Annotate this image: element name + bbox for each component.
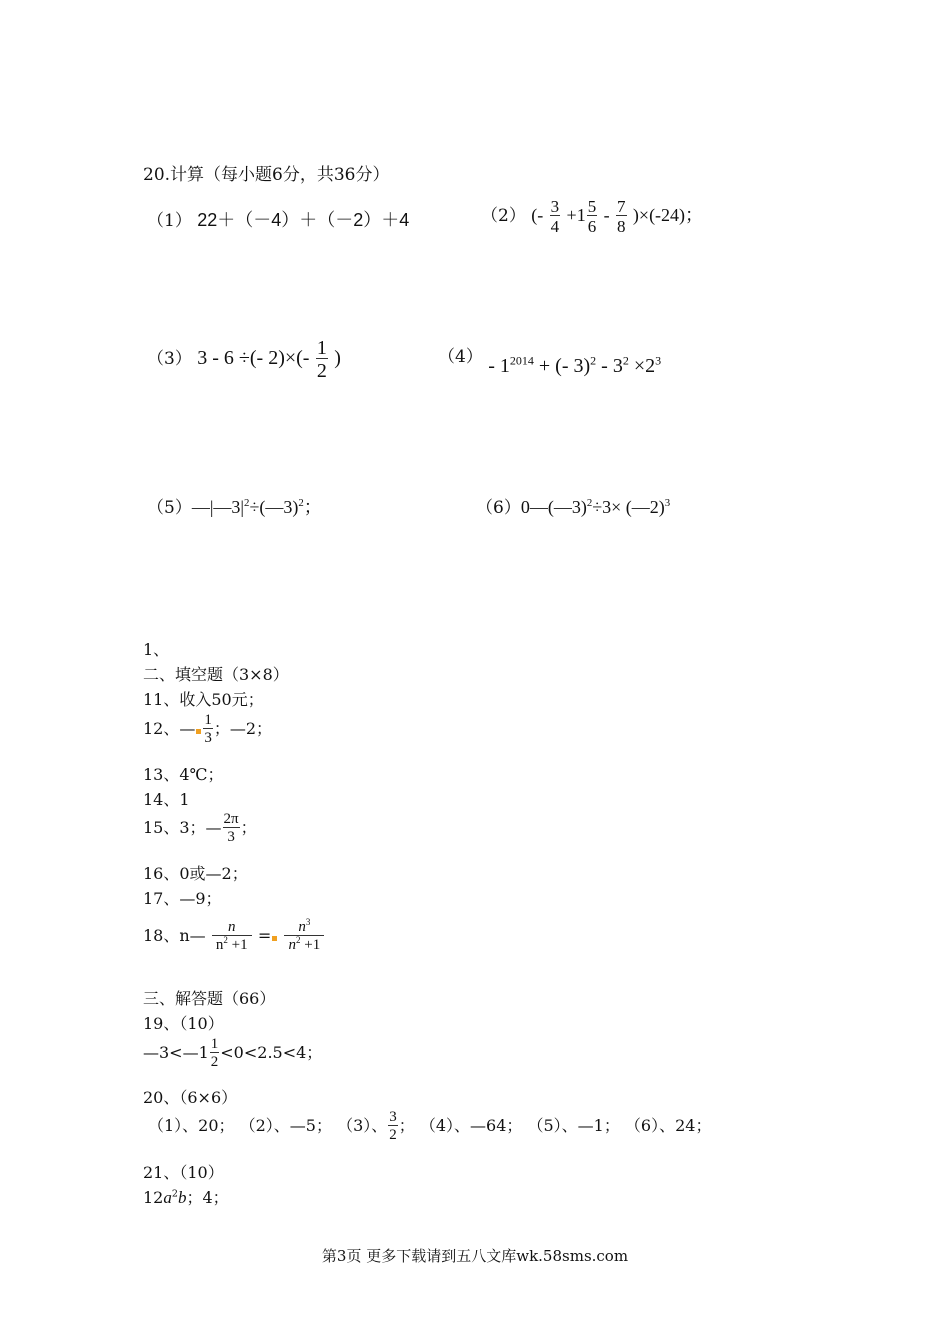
question-number: （2） [481, 206, 526, 226]
question-number: （1） [147, 211, 192, 231]
question-expression: 0—(—3)$^2$÷3× (—2)$^3$ [520, 497, 671, 517]
answer-line: （1）、20； （2）、—5； （3）、 $\frac{3}{2}$ ； （4）、—64； （5）、—1； （6）、24； [148, 1109, 712, 1143]
question-5 [147, 493, 322, 519]
fraction: $\frac{7}{8}$ [617, 197, 626, 236]
answer-line: —3<—1 $\frac{1}{2}$ <0<2.5<4； [143, 1036, 323, 1070]
answer-line: 16、0或—2； [143, 864, 248, 883]
question-4 [438, 342, 662, 377]
question-number: （6） [476, 498, 521, 518]
fraction: $\frac{n^3}{n^2 +1}$ [284, 920, 324, 953]
question-expression: - $1^{2014}$ + (- $3)^2 - 3^2 \times 2^3$ [488, 353, 662, 377]
paren-close: ) [334, 347, 341, 369]
fraction: $\frac{1}{3}$ [204, 712, 212, 746]
answer-line: 20、（6×6） [143, 1088, 238, 1107]
section-heading: 二、填空题（3×8） [143, 665, 289, 684]
answer-line: 19、（10） [143, 1014, 224, 1033]
paren-close: )×(-24)； [632, 205, 704, 225]
fraction: $\frac{1}{2}$ [210, 1036, 219, 1070]
answer-line: 18、n— $\frac{n}{n^2 +1}$ = $\frac{n^3}{n^2 +1}$ [143, 920, 325, 953]
minus: - [603, 205, 610, 225]
fraction: $\frac{2\pi}{3}$ [223, 811, 239, 845]
question-1 [147, 206, 409, 232]
question-6 [476, 493, 670, 518]
section-heading: 三、解答题（66） [143, 989, 276, 1008]
answer-line: 13、4℃； [143, 765, 224, 784]
question-expression: 22＋（－4）＋（－2）＋4 [197, 210, 410, 230]
plus-one: +1 [566, 205, 586, 225]
page-footer: 第3页 更多下载请到五八文库wk.58sms.com [321, 1247, 629, 1265]
fraction: $\frac{5}{6}$ [587, 197, 597, 236]
answer-line: 12、— $\frac{1}{3}$ ；—2； [143, 712, 273, 746]
question-number: （4） [438, 347, 483, 367]
answer-line: 11、收入50元； [143, 690, 264, 709]
paren-open: (- [531, 205, 544, 225]
answer-line: 17、—9； [143, 889, 222, 908]
section-title: 20.计算（每小题6分，共36分） [143, 165, 390, 185]
question-3 [147, 338, 341, 381]
answer-line: $12a^2b$；4； [143, 1188, 229, 1207]
fraction: $\frac{n}{n^2 +1}$ [212, 920, 252, 953]
answer-line: 1、 [143, 640, 170, 659]
fraction: $\frac{1}{2}$ [316, 337, 327, 382]
answer-line: 15、3；— $\frac{2\pi}{3}$ ； [143, 811, 257, 845]
answer-line: 21、（10） [143, 1163, 224, 1182]
question-expression: $—|—3|^2\div(—3)^2$； [191, 497, 322, 517]
answer-line: 14、1 [143, 790, 190, 809]
fraction: $\frac{3}{2}$ [389, 1109, 397, 1143]
question-number: （5） [147, 498, 192, 518]
question-2 [481, 198, 703, 235]
fraction: $\frac{3}{4}$ [550, 197, 560, 236]
question-number: （3） [147, 349, 192, 369]
question-expression: 3 - 6 ÷(- 2)×(- [197, 347, 310, 369]
marker-dot [196, 729, 201, 734]
marker-dot [272, 936, 277, 941]
